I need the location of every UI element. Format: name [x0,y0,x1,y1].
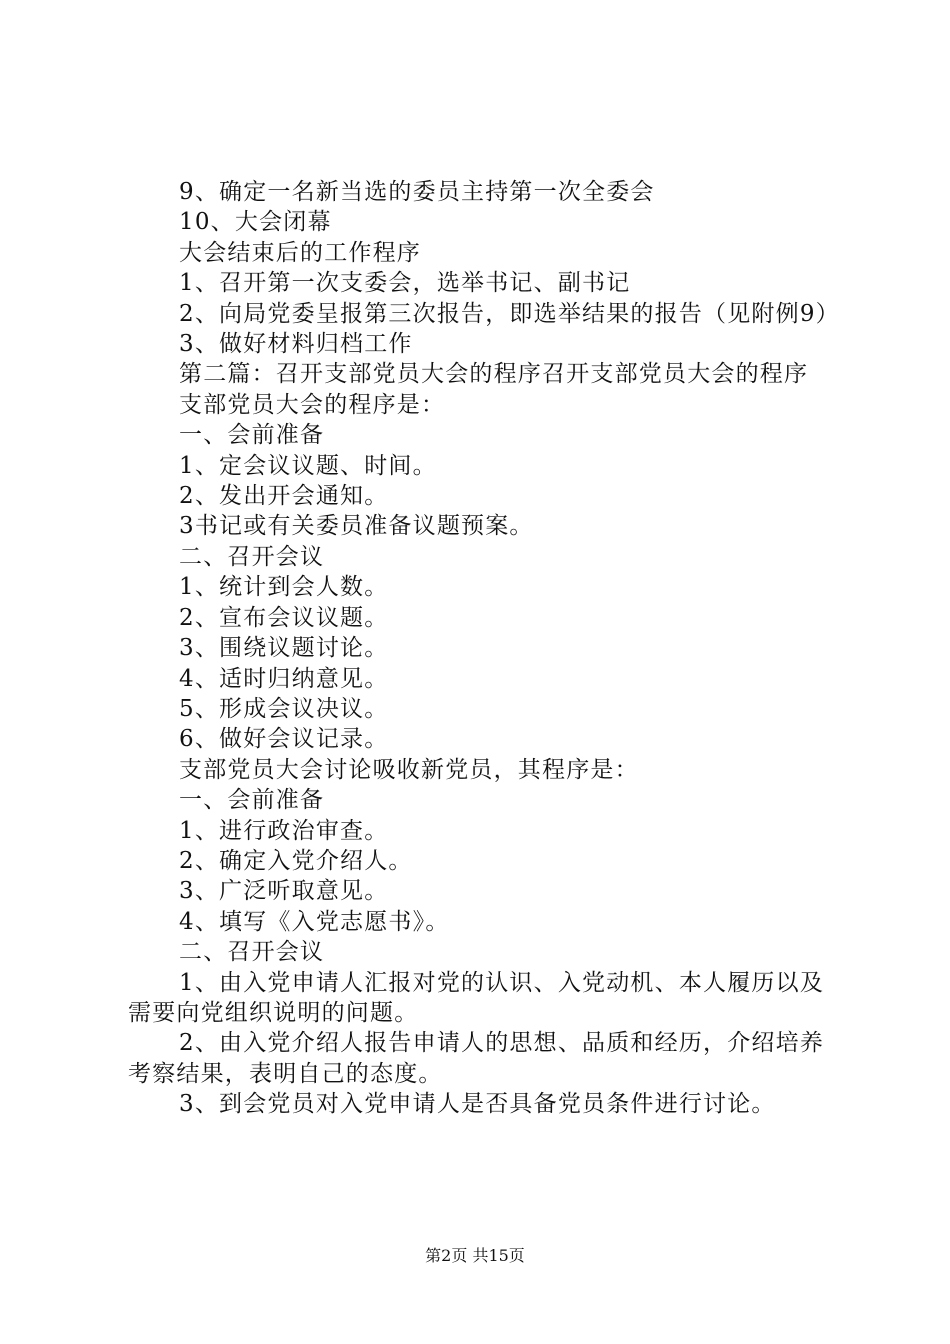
paragraph-21: 一、会前准备 [179,787,325,814]
paragraph-10: 1、定会议议题、时间。 [179,452,437,479]
paragraph-4: 1、召开第一次支委会，选举书记、副书记 [179,270,631,297]
paragraph-6: 3、做好材料归档工作 [179,331,413,358]
paragraph-9: 一、会前准备 [179,422,325,449]
paragraph-13: 二、召开会议 [179,543,325,570]
paragraph-12: 3书记或有关委员准备议题预案。 [179,513,534,540]
paragraph-29: 3、到会党员对入党申请人是否具备党员条件进行讨论。 [179,1091,776,1118]
document-body [128,177,840,1120]
paragraph-11: 2、发出开会通知。 [179,483,389,510]
paragraph-5: 2、向局党委呈报第三次报告，即选举结果的报告（见附例9） [179,300,840,327]
paragraph-2: 10、大会闭幕 [179,209,332,236]
paragraph-24: 3、广泛听取意见。 [179,878,389,905]
paragraph-19: 6、做好会议记录。 [179,726,389,753]
paragraph-28: 2、由入党介绍人报告申请人的思想、品质和经历，介绍培养考察结果，表明自己的态度。 [128,1030,825,1087]
paragraph-3: 大会结束后的工作程序 [179,239,421,266]
paragraph-23: 2、确定入党介绍人。 [179,847,413,874]
paragraph-27: 1、由入党申请人汇报对党的认识、入党动机、本人履历以及需要向党组织说明的问题。 [128,969,825,1026]
paragraph-14: 1、统计到会人数。 [179,574,389,601]
section-heading-2: 第二篇：召开支部党员大会的程序召开支部党员大会的程序 [179,361,809,388]
paragraph-17: 4、适时归纳意见。 [179,665,389,692]
paragraph-20: 支部党员大会讨论吸收新党员，其程序是： [179,756,639,783]
paragraph-8: 支部党员大会的程序是： [179,391,446,418]
paragraph-22: 1、进行政治审查。 [179,817,389,844]
page-number-footer: 第2页 共15页 [425,1246,525,1265]
paragraph-1: 9、确定一名新当选的委员主持第一次全委会 [179,179,655,205]
paragraph-18: 5、形成会议决议。 [179,695,389,722]
paragraph-25: 4、填写《入党志愿书》。 [179,908,450,935]
paragraph-26: 二、召开会议 [179,939,325,966]
paragraph-16: 3、围绕议题讨论。 [179,635,389,662]
paragraph-15: 2、宣布会议议题。 [179,604,389,631]
